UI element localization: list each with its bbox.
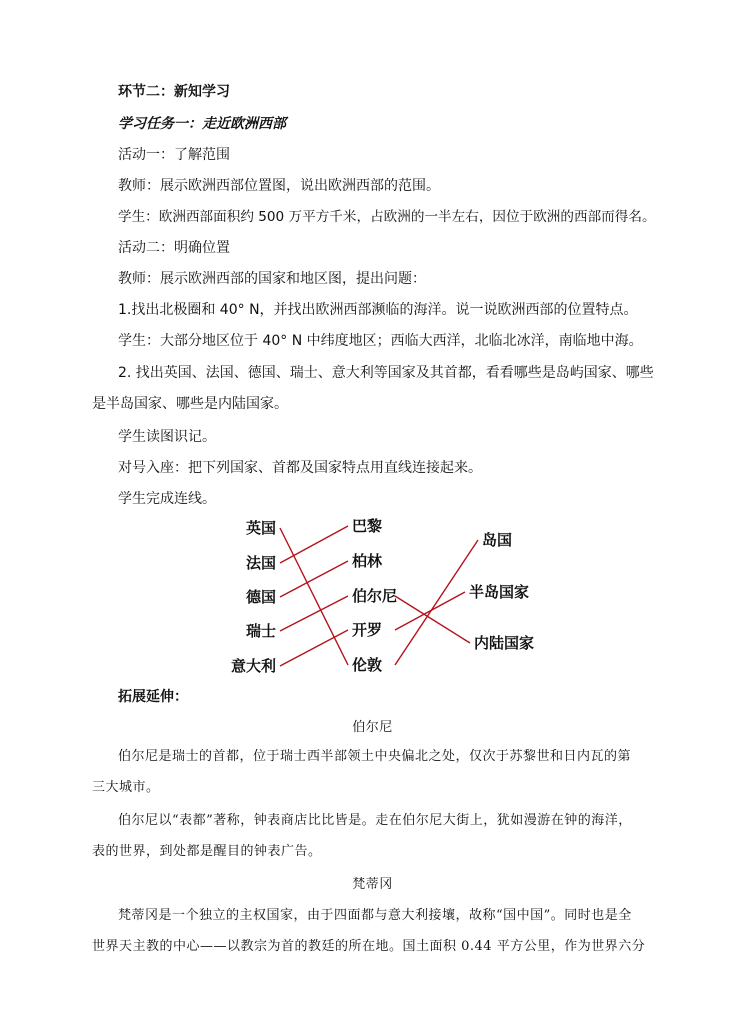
bern-title: 伯尔尼	[352, 720, 393, 735]
capital-label: 巴黎	[352, 517, 383, 535]
teacher-line-1: 教师：展示欧洲西部位置图，说出欧洲西部的范围。	[118, 178, 440, 194]
connector-line	[280, 630, 348, 666]
capital-label: 伯尔尼	[352, 587, 398, 605]
bern-paragraph-2-line-1: 伯尔尼以“表都”著称，钟表商店比比皆是。走在伯尔尼大街上，犹如漫游在钟的海洋，	[118, 813, 632, 828]
country-label: 法国	[245, 554, 276, 572]
student-done-line: 学生完成连线。	[118, 491, 216, 507]
teacher-line-2: 教师：展示欧洲西部的国家和地区图，提出问题：	[118, 271, 426, 287]
country-label: 英国	[245, 519, 276, 537]
feature-label: 内陆国家	[474, 634, 535, 652]
bern-paragraph-2-line-2: 表的世界，到处都是醒目的钟表广告。	[92, 844, 322, 859]
vatican-paragraph-line-2: 世界天主教的中心——以教宗为首的教廷的所在地。国土面积 0.44 平方公里，作为世界六分	[92, 939, 646, 954]
vatican-title: 梵蒂冈	[352, 877, 393, 892]
country-label: 德国	[245, 588, 276, 606]
feature-label: 半岛国家	[469, 583, 530, 601]
task-heading: 学习任务一：走近欧洲西部	[118, 116, 286, 132]
country-label: 意大利	[230, 657, 276, 675]
connector-line	[395, 596, 470, 643]
matching-intro: 对号入座：把下列国家、首都及国家特点用直线连接起来。	[118, 460, 482, 476]
bern-paragraph-1-line-2: 三大城市。	[92, 780, 160, 795]
country-column	[231, 519, 276, 675]
question-two-line-2: 是半岛国家、哪些是内陆国家。	[92, 396, 288, 412]
student-line-2: 学生：大部分地区位于 40° N 中纬度地区；西临大西洋，北临北冰洋，南临地中海。	[118, 333, 643, 349]
capital-label: 开罗	[352, 621, 383, 639]
country-label: 瑞士	[245, 622, 276, 640]
question-two-line-1: 2. 找出英国、法国、德国、瑞士、意大利等国家及其首都，看看哪些是岛屿国家、哪些	[118, 365, 654, 381]
feature-column	[469, 531, 534, 652]
extension-heading: 拓展延伸：	[118, 689, 188, 705]
connector-line	[280, 561, 348, 597]
activity-two: 活动二：明确位置	[118, 240, 230, 256]
matching-diagram	[0, 505, 745, 685]
connector-line	[280, 526, 348, 563]
capital-column	[352, 517, 397, 674]
vatican-paragraph-line-1: 梵蒂冈是一个独立的主权国家，由于四面都与意大利接壤，故称“国中国”。同时也是全	[118, 908, 632, 923]
connector-line	[280, 596, 348, 631]
question-one: 1.找出北极圈和 40° N，并找出欧洲西部濒临的海洋。说一说欧洲西部的位置特点。	[118, 302, 638, 318]
feature-label: 岛国	[482, 531, 513, 549]
capital-label: 伦敦	[352, 656, 383, 674]
student-line-1: 学生：欧洲西部面积约 500 万平方千米，占欧洲的一半左右，因位于欧洲的西部而得名。	[118, 209, 656, 225]
connector-line	[280, 528, 348, 665]
connector-line	[395, 592, 465, 630]
connector-line	[395, 540, 478, 665]
read-map-line: 学生读图识记。	[118, 429, 216, 445]
bern-paragraph-1-line-1: 伯尔尼是瑞士的首都，位于瑞士西半部领土中央偏北之处，仅次于苏黎世和日内瓦的第	[118, 749, 632, 764]
capital-label: 柏林	[352, 552, 383, 570]
section-heading: 环节二：新知学习	[118, 84, 230, 100]
activity-one: 活动一：了解范围	[118, 147, 230, 163]
